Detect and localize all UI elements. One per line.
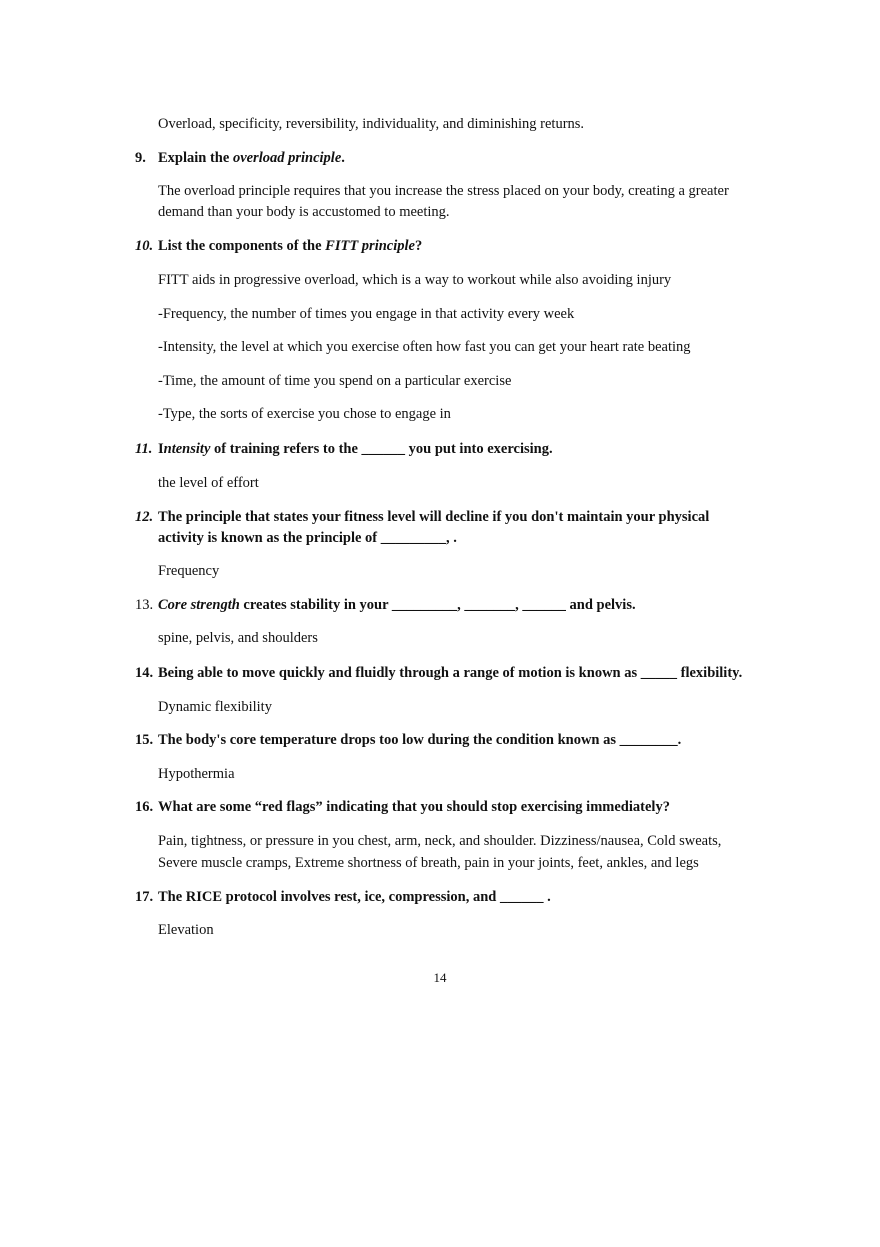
answer-10-intro: FITT aids in progressive overload, which is a way to workout while also avoiding injury (158, 272, 672, 288)
question-11: Intensity of training refers to the ______ you put into exercising. (158, 441, 553, 457)
question-12-number: 12. (135, 509, 154, 525)
question-15: The body's core temperature drops too low during the condition known as ________. (158, 732, 682, 748)
question-13: Core strength creates stability in your _________, _______, ______ and pelvis. (158, 597, 636, 613)
answer-13: spine, pelvis, and shoulders (158, 630, 318, 646)
question-9-number: 9. (135, 150, 146, 166)
answer-16-line-1: Pain, tightness, or pressure in you chest, arm, neck, and shoulder. Dizziness/nausea, Cold sweats, (158, 833, 722, 849)
answer-10-time: -Time, the amount of time you spend on a particular exercise (158, 373, 512, 389)
answer-14: Dynamic flexibility (158, 699, 272, 715)
question-10: List the components of the FITT principle? (158, 238, 423, 254)
answer-10-intensity: -Intensity, the level at which you exercise often how fast you can get your heart rate beating (158, 339, 691, 355)
answer-17: Elevation (158, 922, 214, 938)
answer-8: Overload, specificity, reversibility, individuality, and diminishing returns. (158, 116, 585, 132)
answer-10-type: -Type, the sorts of exercise you chose to engage in (158, 406, 451, 422)
answer-10-frequency: -Frequency, the number of times you engage in that activity every week (158, 306, 575, 322)
answer-9-line-2: demand than your body is accustomed to meeting. (158, 204, 450, 220)
question-11-number: 11. (135, 441, 153, 457)
answer-16-line-2: Severe muscle cramps, Extreme shortness of breath, pain in your joints, feet, ankles, and legs (158, 855, 699, 871)
answer-12: Frequency (158, 563, 220, 579)
question-16-number: 16. (135, 799, 154, 815)
question-14: Being able to move quickly and fluidly through a range of motion is known as _____ flexibility. (158, 665, 743, 681)
question-15-number: 15. (135, 732, 154, 748)
answer-15: Hypothermia (158, 766, 235, 782)
question-16: What are some “red flags” indicating that you should stop exercising immediately? (158, 799, 670, 815)
answer-9-line-1: The overload principle requires that you increase the stress placed on your body, creating a greater (158, 183, 729, 199)
question-10-number: 10. (135, 238, 154, 254)
question-17: The RICE protocol involves rest, ice, compression, and ______ . (158, 889, 551, 905)
question-14-number: 14. (135, 665, 154, 681)
question-12-line-1: The principle that states your fitness level will decline if you don't maintain your physical (158, 509, 710, 525)
question-9: Explain the overload principle. (158, 150, 345, 166)
question-12-line-2: activity is known as the principle of _________, . (158, 530, 457, 546)
page-number: 14 (433, 970, 447, 985)
question-17-number: 17. (135, 889, 154, 905)
question-13-number: 13. (135, 597, 154, 613)
answer-11: the level of effort (158, 475, 259, 491)
